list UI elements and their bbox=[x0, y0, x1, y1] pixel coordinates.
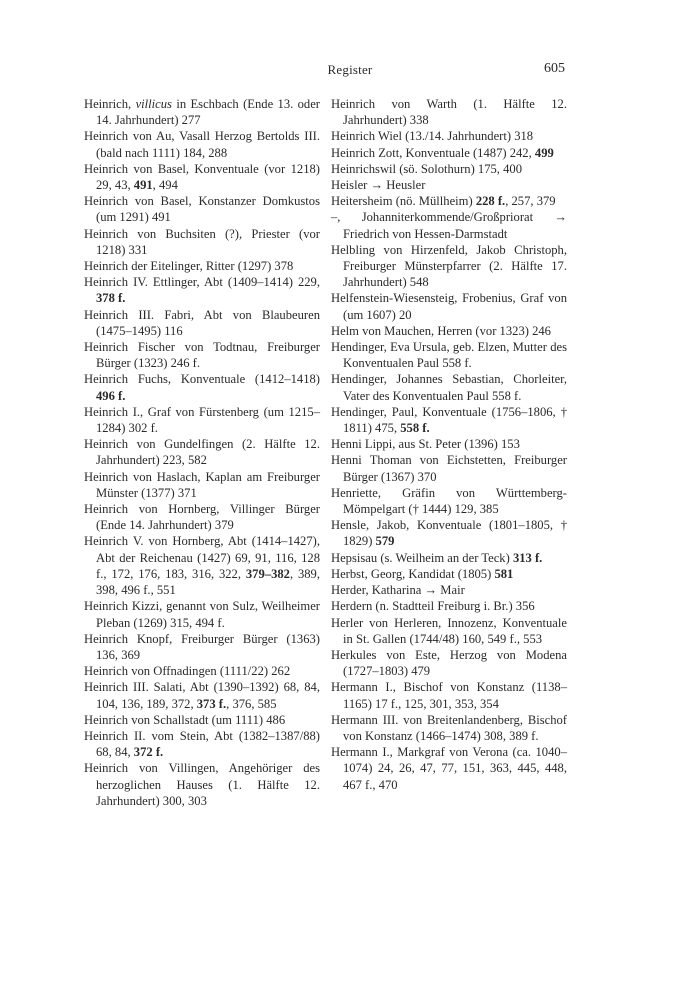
index-entry bbox=[331, 566, 567, 582]
index-entry bbox=[84, 631, 320, 663]
index-entry bbox=[331, 193, 567, 209]
index-entry bbox=[331, 647, 567, 679]
index-entry bbox=[331, 712, 567, 744]
entry-bold-reference: 558 f. bbox=[400, 421, 430, 436]
entry-text: , 389, 398, 496 f., 551 bbox=[96, 566, 321, 598]
entry-text: Heinrichswil (sö. Solothurn) 175, 400 bbox=[331, 161, 522, 176]
entry-text: Hermann I., Bischof von Konstanz (1138–1165) 17 f., 125, 301, 353, 354 bbox=[331, 680, 567, 711]
entry-text: Hepsisau (s. Weilheim an der Teck) bbox=[331, 550, 513, 565]
entry-bold-reference: 491 bbox=[133, 178, 153, 193]
entry-bold-reference: 313 f. bbox=[512, 550, 543, 565]
index-entry bbox=[331, 209, 567, 241]
index-entry bbox=[331, 371, 567, 403]
entry-text: Heinrich Fuchs, Konventuale (1412–1418) bbox=[84, 372, 320, 387]
entry-bold-reference: 372 f. bbox=[133, 745, 164, 760]
entry-text: Heinrich von Offnadingen (1111/22) 262 bbox=[84, 664, 291, 679]
index-entry bbox=[331, 96, 567, 128]
entry-text: Heinrich V. von Hornberg, Abt (1414–1427), Abt der Reichenau (1427) 69, 91, 116, 128 f., 172, 176, 183, 316, 322, bbox=[84, 534, 320, 581]
entry-bold-reference: 378 f. bbox=[96, 291, 126, 306]
index-entry bbox=[84, 469, 320, 501]
entry-text: Heinrich der Eitelinger, Ritter (1297) 378 bbox=[84, 259, 294, 274]
entry-text: Herler von Herleren, Innozenz, Konventuale in St. Gallen (1744/48) 160, 549 f., 553 bbox=[331, 615, 567, 646]
entry-text: Heinrich von Villingen, Angehöriger des herzoglichen Hauses (1. Hälfte 12. Jahrhundert) 300, 303 bbox=[84, 761, 320, 808]
entry-text: Heinrich III. Salati, Abt (1390–1392) 68, 84, 104, 136, 189, 372, bbox=[84, 680, 320, 711]
entry-text: Henriette, Gräfin von Württemberg-Mömpelgart († 1444) 129, 385 bbox=[331, 485, 567, 517]
entry-text: Heinrich II. vom Stein, Abt (1382–1387/88) 68, 84, bbox=[84, 728, 320, 760]
index-entry bbox=[331, 452, 567, 484]
page-number: 605 bbox=[544, 61, 565, 76]
entry-text: Heinrich von Au, Vasall Herzog Bertolds III. (bald nach 1111) 184, 288 bbox=[84, 129, 320, 160]
entry-text: Heinrich Knopf, Freiburger Bürger (1363) 136, 369 bbox=[84, 631, 320, 662]
index-entry bbox=[331, 485, 567, 517]
entry-text: Herkules von Este, Herzog von Modena (1727–1803) 479 bbox=[331, 647, 567, 679]
entry-text: Hendinger, Eva Ursula, geb. Elzen, Mutter des Konventualen Paul 558 f. bbox=[331, 340, 567, 371]
index-entry bbox=[84, 760, 320, 809]
entry-text: Heitersheim (nö. Müllheim) bbox=[331, 194, 476, 209]
index-entry bbox=[84, 274, 320, 306]
entry-text: Henni Thoman von Eichstetten, Freiburger Bürger (1367) 370 bbox=[331, 453, 567, 484]
index-entry bbox=[331, 436, 567, 452]
entry-text: Heinrich von Gundelfingen (2. Hälfte 12. Jahrhundert) 223, 582 bbox=[84, 437, 320, 468]
index-entry bbox=[331, 744, 567, 793]
entry-text: Heisler → Heusler bbox=[331, 178, 426, 193]
entry-bold-reference: 499 bbox=[534, 145, 554, 160]
index-entry bbox=[331, 404, 567, 436]
index-entry bbox=[84, 96, 320, 128]
entry-text: Heinrich von Schallstadt (um 1111) 486 bbox=[84, 712, 286, 727]
index-entry bbox=[331, 598, 567, 614]
entry-text: Helfenstein-Wiesensteig, Frobenius, Graf von (um 1607) 20 bbox=[331, 291, 567, 322]
entry-text: Hendinger, Johannes Sebastian, Chorleiter, Vater des Konventualen Paul 558 f. bbox=[331, 372, 567, 403]
index-column-left bbox=[84, 96, 320, 809]
index-entry bbox=[331, 177, 567, 193]
entry-text: Heinrich von Hornberg, Villinger Bürger (Ende 14. Jahrhundert) 379 bbox=[84, 502, 320, 533]
index-entry bbox=[84, 533, 320, 598]
index-entry bbox=[84, 501, 320, 533]
entry-text: Heinrich von Basel, Konventuale (vor 1218) 29, 43, bbox=[84, 161, 320, 193]
entry-text: Herdern (n. Stadtteil Freiburg i. Br.) 356 bbox=[331, 599, 535, 614]
index-entry bbox=[331, 145, 567, 161]
index-column-right bbox=[331, 96, 567, 793]
entry-text: Hensle, Jakob, Konventuale (1801–1805, † 1829) bbox=[331, 518, 567, 549]
index-entry bbox=[331, 517, 567, 549]
entry-text: Hermann III. von Breitenlandenberg, Bischof von Konstanz (1466–1474) 308, 389 f. bbox=[331, 712, 567, 743]
entry-text: Heinrich IV. Ettlinger, Abt (1409–1414) 229, bbox=[84, 275, 320, 290]
entry-bold-reference: 228 f. bbox=[475, 194, 506, 209]
entry-text: Heinrich III. Fabri, Abt von Blaubeuren (1475–1495) 116 bbox=[84, 307, 320, 338]
entry-text: Heinrich Zott, Konventuale (1487) 242, bbox=[331, 145, 535, 160]
entry-text: Helbling von Hirzenfeld, Jakob Christoph, Freiburger Münsterpfarrer (2. Hälfte 17. Jahrhundert) 548 bbox=[331, 242, 567, 290]
entry-text: Heinrich von Warth (1. Hälfte 12. Jahrhundert) 338 bbox=[331, 97, 567, 128]
index-entry bbox=[331, 339, 567, 371]
index-entry bbox=[84, 226, 320, 258]
index-entry bbox=[331, 128, 567, 144]
entry-text: Heinrich von Haslach, Kaplan am Freiburger Münster (1377) 371 bbox=[84, 469, 320, 500]
entry-text: Hendinger, Paul, Konventuale (1756–1806, † 1811) 475, bbox=[331, 404, 567, 436]
running-header: Register bbox=[327, 62, 373, 77]
index-entry bbox=[84, 339, 320, 371]
entry-text: , 494 bbox=[152, 178, 178, 193]
index-entry bbox=[331, 161, 567, 177]
entry-bold-reference: 373 f. bbox=[196, 696, 227, 711]
entry-italic-term: villicus bbox=[135, 97, 172, 111]
entry-text: Heinrich von Basel, Konstanzer Domkustos (um 1291) 491 bbox=[84, 194, 320, 225]
entry-text: Herder, Katharina → Mair bbox=[331, 583, 465, 598]
index-entry bbox=[84, 598, 320, 630]
entry-bold-reference: 579 bbox=[375, 534, 395, 549]
entry-bold-reference: 496 f. bbox=[96, 388, 126, 403]
entry-text: Helm von Mauchen, Herren (vor 1323) 246 bbox=[331, 323, 551, 338]
entry-text: , 257, 379 bbox=[505, 194, 556, 209]
index-entry bbox=[84, 371, 320, 403]
index-entry bbox=[84, 679, 320, 711]
index-entry bbox=[84, 436, 320, 468]
entry-text: Heinrich von Buchsiten (?), Priester (vor 1218) 331 bbox=[84, 226, 320, 257]
entry-text: –, Johanniterkommende/Großpriorat → Friedrich von Hessen-Darmstadt bbox=[331, 210, 567, 241]
entry-text: , 376, 585 bbox=[226, 696, 277, 711]
index-entry bbox=[331, 615, 567, 647]
entry-text: Heinrich I., Graf von Fürstenberg (um 1215–1284) 302 f. bbox=[84, 404, 320, 436]
entry-text: Heinrich, bbox=[84, 97, 136, 111]
index-entry bbox=[84, 161, 320, 193]
entry-text: Heinrich Fischer von Todtnau, Freiburger Bürger (1323) 246 f. bbox=[84, 340, 320, 371]
entry-text: Heinrich Kizzi, genannt von Sulz, Weilheimer Pleban (1269) 315, 494 f. bbox=[84, 599, 320, 630]
index-entry bbox=[84, 193, 320, 225]
entry-text: Henni Lippi, aus St. Peter (1396) 153 bbox=[331, 437, 520, 452]
index-entry bbox=[84, 258, 320, 274]
index-entry bbox=[84, 728, 320, 760]
index-entry bbox=[331, 290, 567, 322]
index-entry bbox=[84, 307, 320, 339]
entry-text: Heinrich Wiel (13./14. Jahrhundert) 318 bbox=[331, 129, 534, 144]
index-entry bbox=[84, 128, 320, 160]
index-entry bbox=[331, 323, 567, 339]
index-entry bbox=[331, 550, 567, 566]
entry-text: Hermann I., Markgraf von Verona (ca. 1040–1074) 24, 26, 47, 77, 151, 363, 445, 448, 467 f., 470 bbox=[331, 745, 567, 792]
index-entry bbox=[84, 404, 320, 436]
index-entry bbox=[331, 582, 567, 598]
entry-bold-reference: 581 bbox=[494, 566, 514, 581]
index-entry bbox=[84, 712, 320, 728]
entry-text: in Eschbach (Ende 13. oder 14. Jahrhundert) 277 bbox=[96, 97, 321, 128]
index-entry bbox=[331, 242, 567, 291]
entry-text: Herbst, Georg, Kandidat (1805) bbox=[331, 566, 495, 581]
index-entry bbox=[331, 679, 567, 711]
entry-bold-reference: 379–382 bbox=[245, 566, 290, 581]
index-entry bbox=[84, 663, 320, 679]
